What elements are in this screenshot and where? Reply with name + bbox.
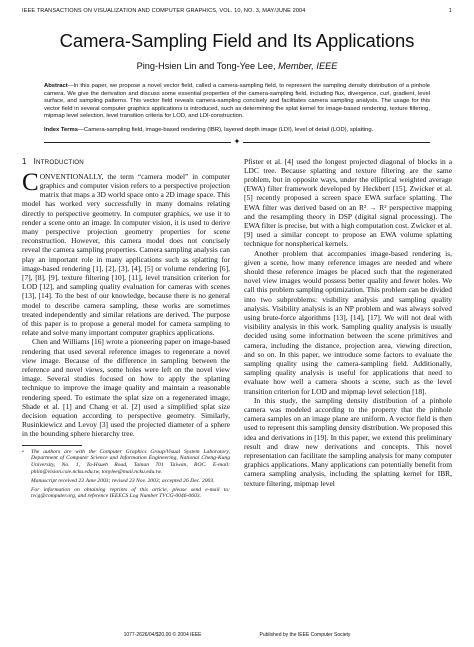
page-number: 1 (448, 8, 452, 14)
author-names: Ping-Hsien Lin and Tong-Yee Lee, (136, 61, 276, 71)
footnote-manuscript (22, 478, 230, 485)
diamond-ornament-icon: ✦ (233, 137, 241, 147)
footnote-affiliation (22, 449, 230, 476)
left-column (22, 157, 230, 503)
abstract (44, 83, 430, 121)
body-columns (22, 157, 452, 503)
right-paragraph-3: In this study, the sampling density distribution of a pinhole camera was modeled according to the property that the pinhole camera samples on an image plane are uniform. A vector field is then used to represent this sampling density distribution. We proposed this idea and derivations in [19]. In this paper, we extend this preliminary result and draw new derivations and concepts. This novel representation can facilitate the sampling analysis for many computer graphics applications. Many applications can potentially benefit from camera sampling analysis, including the splatting kernel for IBR, texture filtering, mipmap level (244, 395, 452, 488)
footnote-text: The authors are with the Computer Graphics Group/Visual System Laboratory, Department of Computer Science and Information Engineering, National Cheng-Kung University, No. 1, Ta-Hsueh Road, Tainan 701 Taiwan, ROC. E-mail: phlin@vision.csie.ncku.edu.tw, tonylee@mail.ncku.edu.tw. (31, 448, 230, 476)
footnotes (22, 449, 230, 501)
author-line (22, 61, 452, 71)
index-terms-label: Index Terms (44, 126, 78, 133)
section-divider (44, 138, 430, 147)
footnote-bullet (22, 478, 31, 485)
intro-paragraph-2: Chen and Williams [16] wrote a pioneering paper on image-based rendering that used several reference images to regenerate a novel view image. Because of the difference in sampling between the reference and novel views, some holes were left on the novel view image. Several studies focused on how to apply the splatting technique to improve the image quality and maintain a reasonable rendering speed. To estimate the splat size on a regenerated image, Shade et al. [1] and Chang et al. [2] used a simplified splat size decision equation according to perspective geometry. Similarly, Rusinkiewicz and Levoy [3] used the projected diameter of a sphere in the bounding sphere hierarchy tree. (22, 337, 230, 439)
paper-title: Camera-Sampling Field and Its Applications (59, 30, 415, 51)
page-footer (0, 632, 474, 638)
drop-cap: C (22, 168, 39, 196)
author-membership: Member, IEEE (278, 61, 338, 71)
publisher-line: Published by the IEEE Computer Society (259, 632, 351, 638)
intro-paragraph-1 (22, 168, 230, 338)
running-head (22, 8, 452, 14)
footnote-bullet (22, 487, 31, 501)
footnote-text: For information on obtaining reprints of this article, please send e-mail to: tvcg@computer.org, and reference IEEECS Log Number TVCG-0046-0603. (31, 486, 230, 500)
section-number: 1 (22, 156, 27, 166)
index-terms (44, 127, 430, 135)
section-initial: I (33, 156, 37, 166)
section-heading (22, 157, 230, 167)
right-paragraph-2: Another problem that accompanies image-based rendering is, given a scene, how many reference images are needed and where should these reference images be placed such that the regenerated novel view images would possess better quality and fewer holes. We call this problem sampling optimization. This problem can be divided into two subproblems: visibility analysis and sampling quality analysis. Visibility analysis is an NP problem and was always solved using brute-force algorithms [13], [14], [17]. We will not deal with visibility analysis in this work. Sampling quality analysis is usually decided using some information between the scene primitives and camera, including the distance, projection area, viewing direction, and so on. In this paper, we introduce some factors to evaluate the sampling quality using the camera-sampling field. Additionally, sampling quality analysis is useful for applications that need to evaluate how well a camera shoots a scene, such as the level transition criterion for LOD and mipmap level selection [18]. (244, 248, 452, 396)
right-paragraph-1: Pfister et al. [4] used the longest projected diagonal of blocks in a LDC tree. Because splatting and texture filtering are the same problem, but in opposite ways, under the elliptical weighted average (EWA) filter framework developed by Heckbert [15], Zwicker et al. [5] recently proposed a screen space EWA surface splatting. The EWA filter was derived based on an R² → R² perspective mapping and the resampling theory in DSP (digital signal processing). The EWA filter is precise, but with a high computation cost. Zwicker et al. [9] used a similar concept to propose an EWA volume splatting technique for nonspherical kernels. (244, 156, 452, 249)
intro-paragraph-1-text: ONVENTIONALLY, the term “camera model” in computer graphics and computer vision refers to a perspective projection matrix that maps a 3D world space onto a 2D image space. This model has worked very successfully in many domains relating directly to perspective geometry. In computer graphics, we use it to render a scene onto an image. In computer vision, it is used to derive many perspective projection geometry properties for scene reconstruction. However, this camera model does not concisely reveal the camera sampling properties. Camera sampling analysis can play an important role in many applications such as splatting for image-based rendering [1], [2], [3], [4], [5] or volume rendering [6], [7], [8], [9], texture filtering [10], [11], level transition criterion for LOD [12], and sampling quality evaluation for cameras with scenes [13], [14]. To the best of our knowledge, because there is no general model to describe camera sampling, these works are sometimes treated independently and similar relations are derived. The purpose of this paper is to propose a general model for camera sampling to relate and solve many important computer graphics applications. (22, 171, 230, 338)
footnote-bullet: • (22, 448, 24, 455)
footnote-rule (22, 445, 82, 446)
footnote-text: Manuscript received 23 June 2003; revised 23 Nov. 2003; accepted 26 Dec. 2003. (31, 477, 215, 484)
section-title-rest: NTRODUCTION (36, 158, 84, 166)
divider-line-left (44, 142, 231, 143)
footnote-reprints (22, 487, 230, 501)
abstract-label: Abstract (44, 83, 68, 89)
right-column (244, 157, 452, 503)
abstract-text: —In this paper, we propose a novel vector field, called a camera-sampling field, to represent the sampling density distribution of a pinhole camera. We give the derivation and discuss some essential properties of the camera-sampling field, including flux, divergence, curl, gradient, level surface, and sampling patterns. This vector field reveals camera-sampling concisely and facilitates camera sampling analysis. The usage for this vector field in several computer graphics applications is introduced, such as determining the splat kernel for image-based rendering, texture filtering, mipmap level selection, level transition criteria for LOD, and LDI-construction. (44, 83, 430, 120)
copyright-line: 1077-2626/04/$20.00 © 2004 IEEE (123, 632, 202, 638)
index-terms-text: —Camera-sampling field, image-based rendering (IBR), layered depth image (LDI), level of detail (LOD), splatting. (78, 126, 374, 133)
divider-line-right (243, 142, 430, 143)
journal-info: IEEE TRANSACTIONS ON VISUALIZATION AND COMPUTER GRAPHICS, VOL. 10, NO. 3, MAY/JUNE 2004 (22, 8, 306, 14)
